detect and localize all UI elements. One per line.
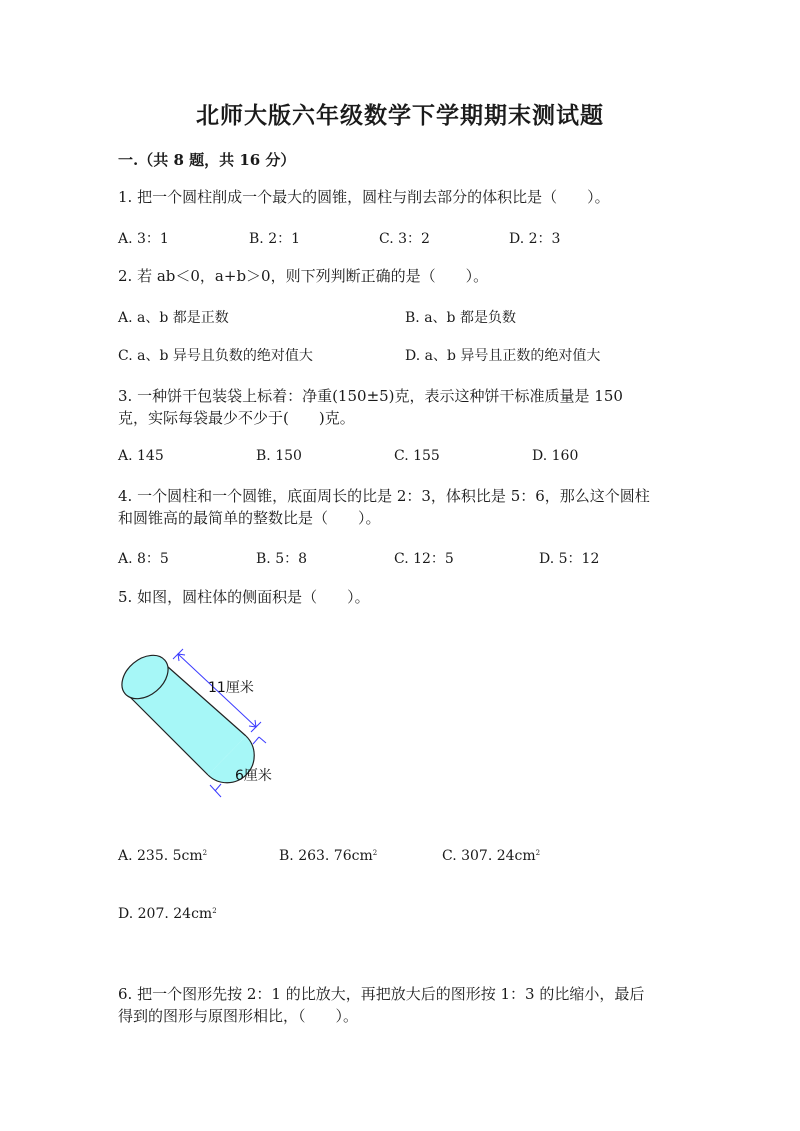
question-5-option-b: B. 263. $76cm^2$ xyxy=(279,848,378,864)
question-2-option-c: C. a、b 异号且负数的绝对值大 xyxy=(118,348,313,364)
question-2-stem: 2. 若 ab＜0，a+b＞0，则下列判断正确的是（ ）。 xyxy=(118,267,489,285)
question-4-option-b: B. 5：8 xyxy=(256,551,308,567)
question-6-stem-line1: 6. 把一个图形先按 2：1 的比放大，再把放大后的图形按 1：3 的比缩小，最后 xyxy=(118,985,645,1003)
question-3-option-d: D. 160 xyxy=(532,448,579,464)
page-title: 北师大版六年级数学下学期期末测试题 xyxy=(196,102,604,129)
diameter-label: 6厘米 xyxy=(235,768,272,784)
question-1-option-a: A. 3：1 xyxy=(118,231,169,247)
question-4-option-c: C. 12：5 xyxy=(394,551,454,567)
question-1-option-b: B. 2：1 xyxy=(249,231,301,247)
question-6-stem-line2: 得到的图形与原图形相比，（ ）。 xyxy=(118,1007,359,1025)
question-3-option-a: A. 145 xyxy=(118,448,164,464)
question-5-stem: 5. 如图，圆柱体的侧面积是（ ）。 xyxy=(118,588,370,606)
cylinder-figure xyxy=(118,640,298,805)
question-4-stem-line2: 和圆锥高的最简单的整数比是（ ）。 xyxy=(118,509,381,527)
question-3-stem-line1: 3. 一种饼干包装袋上标着：净重(150±5)克，表示这种饼干标准质量是 150 xyxy=(118,387,623,405)
question-2-option-b: B. a、b 都是负数 xyxy=(405,310,516,326)
question-3-option-c: C. 155 xyxy=(394,448,440,464)
question-4-stem-line1: 4. 一个圆柱和一个圆锥，底面周长的比是 2：3，体积比是 5：6，那么这个圆柱 xyxy=(118,487,650,505)
question-2-option-d: D. a、b 异号且正数的绝对值大 xyxy=(405,348,601,364)
question-5-option-d: D. 207. $24cm^2$ xyxy=(118,906,217,922)
question-5-option-a: A. 235. $5cm^2$ xyxy=(118,848,208,864)
question-1-option-c: C. 3：2 xyxy=(379,231,430,247)
length-label: 11厘米 xyxy=(208,680,254,696)
question-2-option-a: A. a、b 都是正数 xyxy=(118,310,229,326)
question-1-option-d: D. 2：3 xyxy=(509,231,561,247)
question-3-stem-line2: 克，实际每袋最少不少于( )克。 xyxy=(118,409,355,427)
question-4-option-d: D. 5：12 xyxy=(539,551,600,567)
question-4-option-a: A. 8：5 xyxy=(118,551,169,567)
question-1-stem: 1. 把一个圆柱削成一个最大的圆锥，圆柱与削去部分的体积比是（ ）。 xyxy=(118,188,610,206)
question-5-option-c: C. 307. $24cm^2$ xyxy=(442,848,541,864)
question-3-option-b: B. 150 xyxy=(256,448,302,464)
section-heading: 一.（共 8 题，共 16 分） xyxy=(118,151,296,169)
